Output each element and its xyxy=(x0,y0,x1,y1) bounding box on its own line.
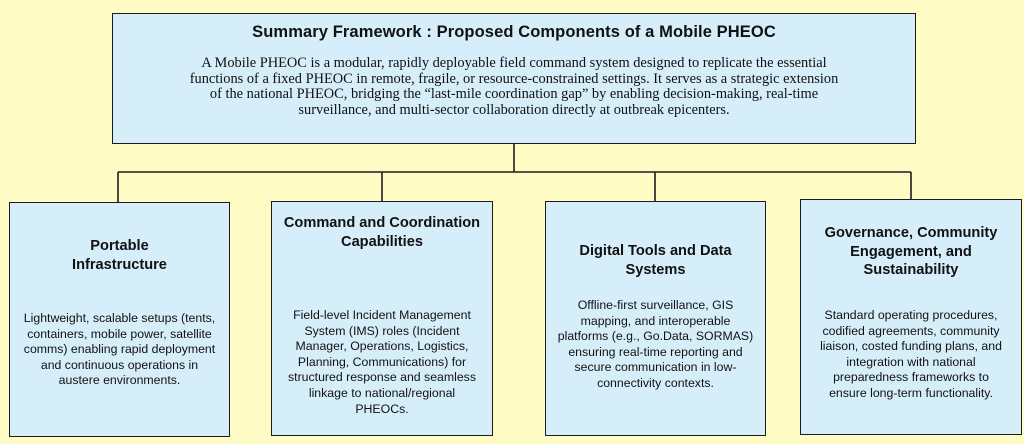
component-desc-line: liaison, costed funding plans, and xyxy=(820,339,1002,354)
component-title-line: Capabilities xyxy=(341,233,423,250)
component-desc-line: platforms (e.g., Go.Data, SORMAS) xyxy=(557,329,754,344)
summary-line: A Mobile PHEOC is a modular, rapidly deployable field command system designed to replicate the essential xyxy=(201,55,827,71)
component-desc-line: Lightweight, scalable setups (tents, xyxy=(23,311,216,325)
component-governance-sustainability xyxy=(800,199,1022,435)
component-desc-line: Manager, Operations, Logistics, xyxy=(295,339,469,354)
component-description xyxy=(10,311,229,389)
component-desc-line: integration with national xyxy=(846,354,976,369)
component-desc-line: secure communication in low- xyxy=(574,360,737,375)
component-desc-line: containers, mobile power, satellite xyxy=(27,326,212,341)
component-desc-line: System (IMS) roles (Incident xyxy=(304,323,460,338)
component-description xyxy=(272,308,492,417)
component-desc-line: preparedness frameworks to xyxy=(833,370,989,385)
component-desc-line: comms) enabling rapid deployment xyxy=(23,342,216,357)
component-title-line: Systems xyxy=(625,261,686,278)
component-desc-line: connectivity contexts. xyxy=(597,375,714,390)
component-desc-line: and continuous operations in xyxy=(40,357,199,372)
component-desc-line: PHEOCs. xyxy=(355,401,409,416)
component-title-line: Governance, Community xyxy=(824,225,998,241)
component-title xyxy=(272,214,492,251)
component-title xyxy=(546,242,765,279)
component-description xyxy=(801,308,1021,402)
component-desc-line: Field-level Incident Management xyxy=(293,308,471,322)
component-desc-line: Planning, Communications) for xyxy=(297,354,467,369)
summary-line: surveillance, and multi-sector collaboration directly at outbreak epicenters. xyxy=(298,101,730,118)
component-desc-line: austere environments. xyxy=(58,373,181,388)
component-desc-line: ensure long-term functionality. xyxy=(829,385,993,400)
component-title-line: Infrastructure xyxy=(72,256,167,273)
component-desc-line: mapping, and interoperable xyxy=(580,313,731,328)
summary-box xyxy=(112,13,916,144)
component-title-line: Portable xyxy=(90,238,149,254)
component-title-line: Digital Tools and Data xyxy=(579,243,732,259)
component-desc-line: ensuring real-time reporting and xyxy=(568,344,743,359)
component-title-line: Command and Coordination xyxy=(283,215,481,231)
component-title xyxy=(10,237,229,274)
component-desc-line: linkage to national/regional xyxy=(308,385,456,400)
component-title-line: Sustainability xyxy=(863,262,959,278)
summary-title: Summary Framework : Proposed Components of a Mobile PHEOC xyxy=(252,23,776,41)
component-description xyxy=(546,298,765,392)
component-title-line: Engagement, and xyxy=(850,243,972,260)
component-desc-line: Standard operating procedures, xyxy=(824,308,998,322)
summary-line: of the national PHEOC, bridging the “last-mile coordination gap” by enabling decision-making, real-time xyxy=(209,86,819,103)
component-command-coordination xyxy=(271,201,493,436)
component-digital-tools xyxy=(545,201,766,436)
component-desc-line: Offline-first surveillance, GIS xyxy=(577,298,734,312)
component-desc-line: structured response and seamless xyxy=(288,370,476,385)
component-desc-line: codified agreements, community xyxy=(822,323,1000,338)
summary-line: functions of a fixed PHEOC in remote, fragile, or resource-constrained settings. It serves as a strategic extension xyxy=(189,70,839,87)
summary-text xyxy=(139,56,889,118)
component-portable-infrastructure xyxy=(9,202,230,437)
component-title xyxy=(801,224,1021,280)
